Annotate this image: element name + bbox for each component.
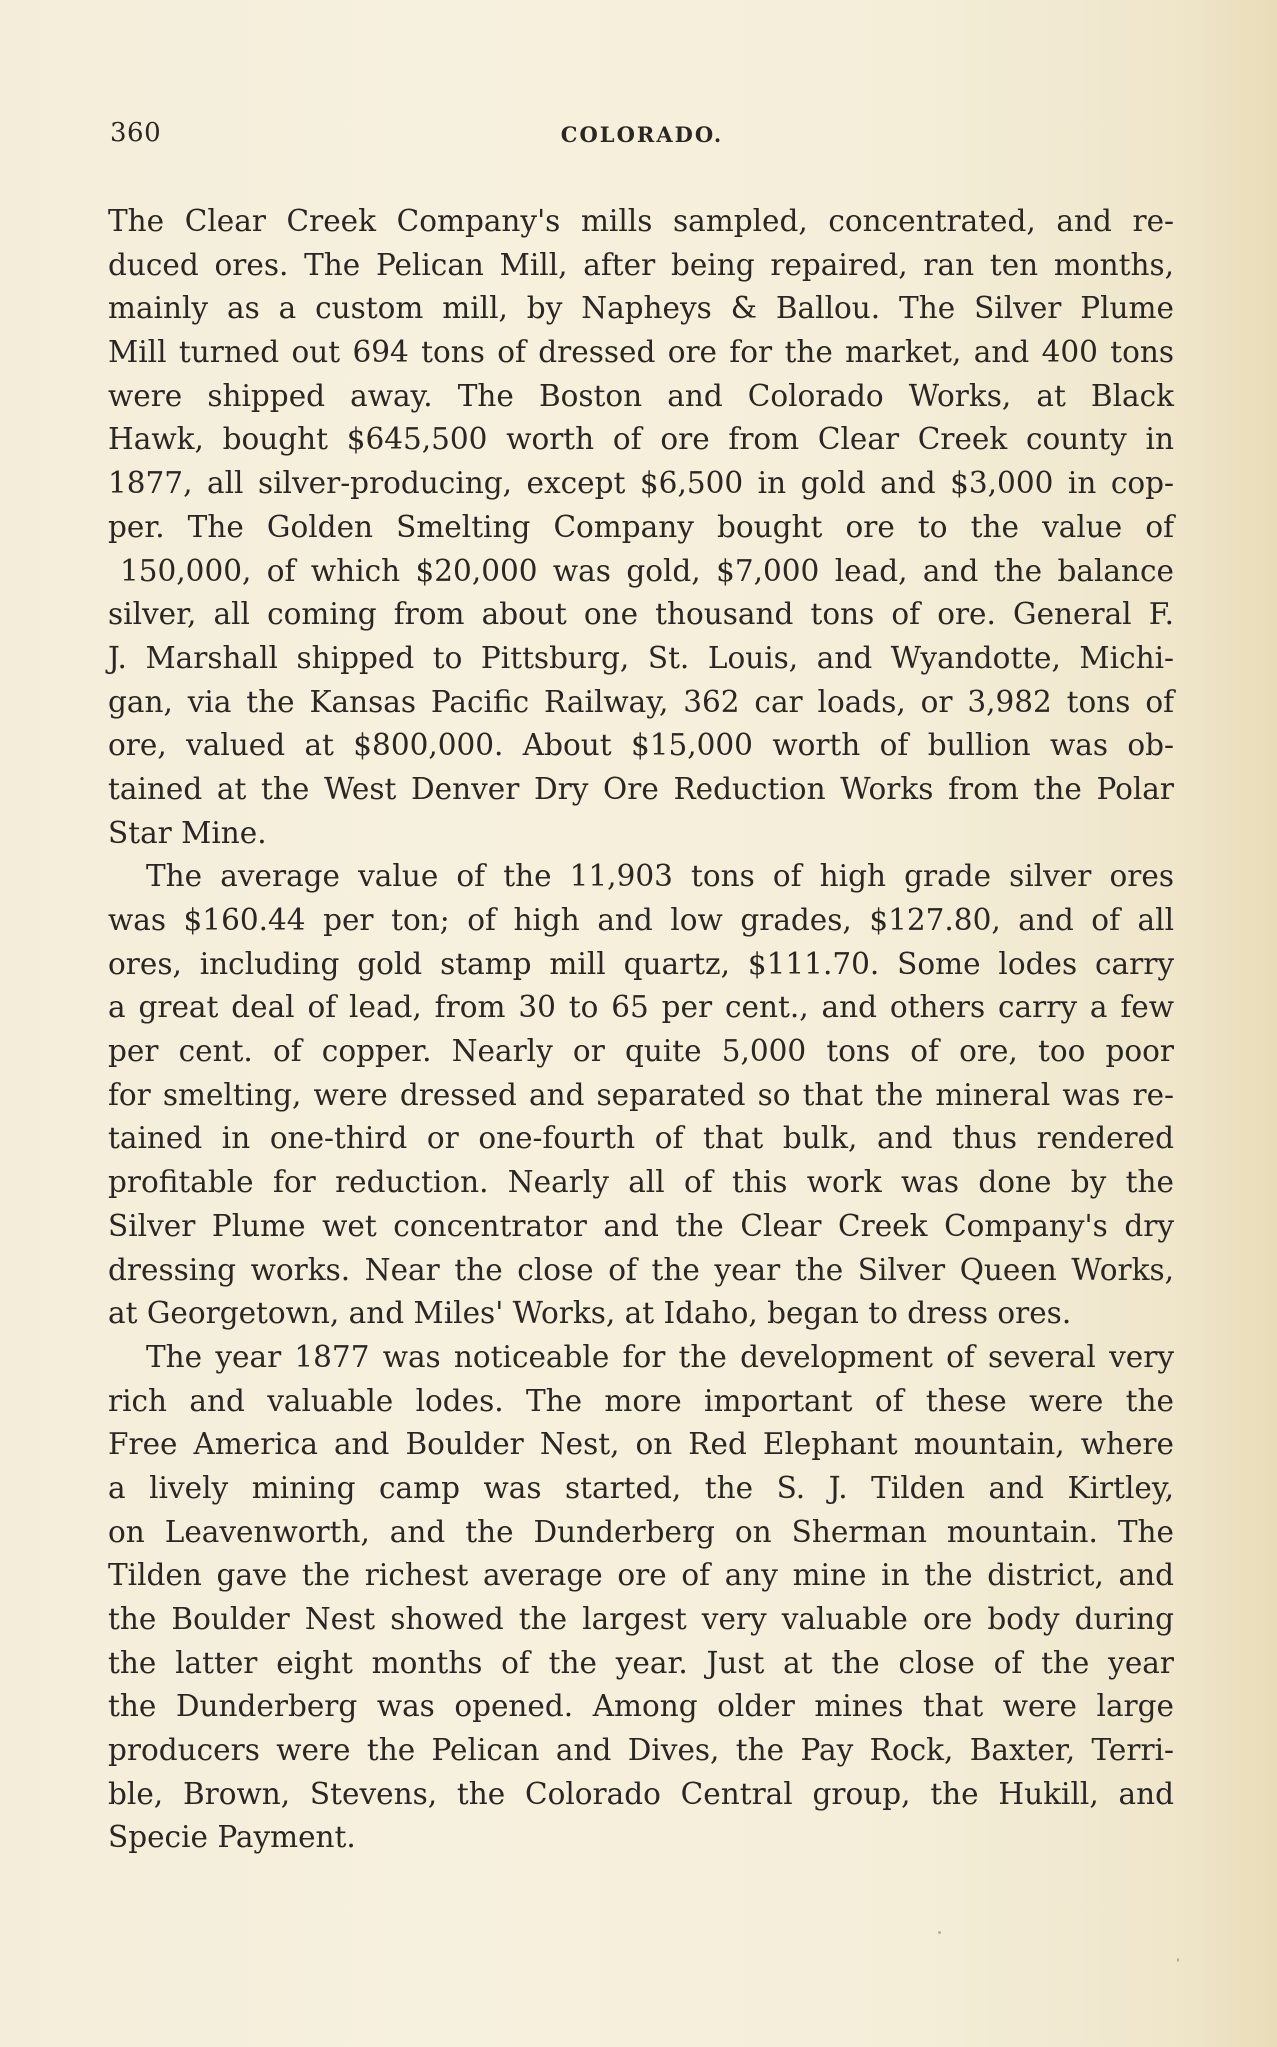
text-line: a great deal of lead, from 30 to 65 per cent., and others carry a few (108, 990, 1174, 1025)
text-line: was $160.44 per ton; of high and low grades, $127.80, and of all (108, 903, 1174, 937)
text-line: producers were the Pelican and Dives, the Pay Rock, Baxter, Terri- (108, 1733, 1174, 1768)
text-line: The average value of the 11,903 tons of high grade silver ores (146, 859, 1174, 894)
text-line: Hawk, bought $645,500 worth of ore from Clear Creek county in (108, 422, 1174, 457)
text-line: per cent. of copper. Nearly or quite 5,000 tons of ore, too poor (108, 1034, 1174, 1069)
paper-speck (1177, 1958, 1179, 1962)
text-line: at Georgetown, and Miles' Works, at Idaho, began to dress ores. (108, 1296, 1072, 1331)
text-line: ore, valued at $800,000. About $15,000 worth of bullion was ob- (108, 728, 1174, 763)
text-line: ores, including gold stamp mill quartz, $111.70. Some lodes carry (108, 946, 1174, 981)
text-line: tained at the West Denver Dry Ore Reduction Works from the Polar (108, 771, 1174, 806)
page-header (110, 118, 1174, 158)
text-line: a lively mining camp was started, the S. J. Tilden and Kirtley, (108, 1470, 1174, 1505)
text-line: Tilden gave the richest average ore of any mine in the district, and (108, 1558, 1174, 1593)
text-line: duced ores. The Pelican Mill, after being repaired, ran ten months, (108, 247, 1174, 282)
running-head: COLORADO. (560, 122, 724, 147)
text-line: 150,000, of which $20,000 was gold, $7,000 lead, and the balance (120, 553, 1174, 588)
text-line: were shipped away. The Boston and Colorado Works, at Black (108, 378, 1174, 413)
text-line: rich and valuable lodes. The more important of these were the (108, 1383, 1174, 1418)
text-line: the Boulder Nest showed the largest very valuable ore body during (108, 1602, 1174, 1636)
text-line: J. Marshall shipped to Pittsburg, St. Louis, and Wyandotte, Michi- (108, 640, 1174, 675)
body-text (108, 200, 1174, 1860)
text-line: Star Mine. (108, 815, 267, 850)
text-line: silver, all coming from about one thousand tons of ore. General F. (108, 597, 1174, 632)
text-line: Specie Payment. (108, 1820, 356, 1855)
page-number: 360 (110, 118, 162, 148)
text-line: profitable for reduction. Nearly all of this work was done by the (108, 1165, 1174, 1200)
text-line: The year 1877 was noticeable for the development of several very (146, 1339, 1174, 1374)
text-line: for smelting, were dressed and separated so that the mineral was re- (108, 1077, 1174, 1112)
text-line: Free America and Boulder Nest, on Red Elephant mountain, where (108, 1427, 1174, 1462)
text-line: mainly as a custom mill, by Napheys & Ballou. The Silver Plume (108, 291, 1174, 326)
text-line: Mill turned out 694 tons of dressed ore for the market, and 400 tons (108, 335, 1174, 370)
text-line: tained in one-third or one-fourth of that bulk, and thus rendered (108, 1121, 1174, 1156)
text-line: 1877, all silver-producing, except $6,500 in gold and $3,000 in cop- (108, 466, 1174, 501)
paper-speck (938, 1931, 941, 1934)
text-line: dressing works. Near the close of the year the Silver Queen Works, (108, 1252, 1174, 1287)
text-line: on Leavenworth, and the Dunderberg on Sherman mountain. The (108, 1514, 1174, 1549)
text-line: per. The Golden Smelting Company bought ore to the value of (108, 509, 1174, 544)
text-line: gan, via the Kansas Pacific Railway, 362 car loads, or 3,982 tons of (108, 684, 1174, 719)
text-line: the Dunderberg was opened. Among older mines that were large (108, 1689, 1174, 1724)
text-line: ble, Brown, Stevens, the Colorado Central group, the Hukill, and (108, 1776, 1174, 1811)
text-line: Silver Plume wet concentrator and the Clear Creek Company's dry (108, 1208, 1174, 1243)
text-line: The Clear Creek Company's mills sampled, concentrated, and re- (108, 204, 1174, 238)
text-line: the latter eight months of the year. Just at the close of the year (108, 1645, 1174, 1680)
